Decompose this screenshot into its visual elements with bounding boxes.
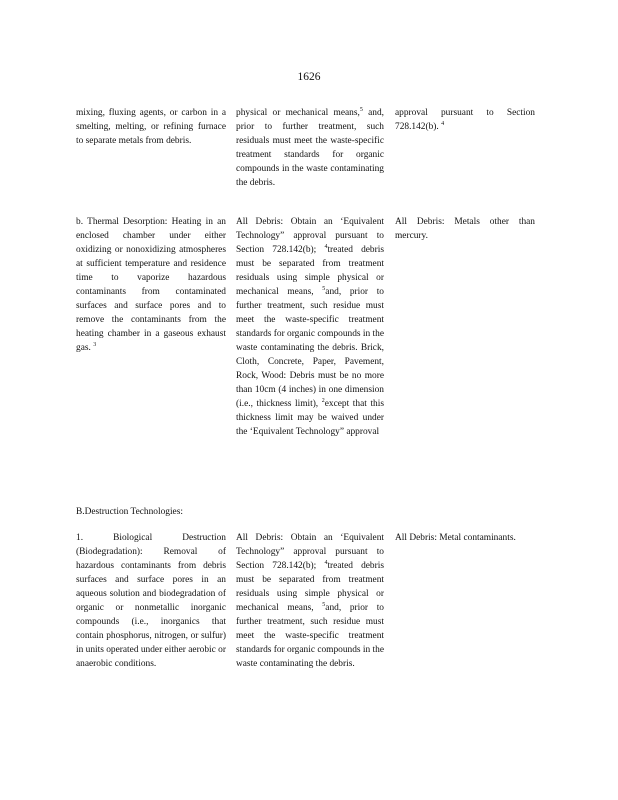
- biological-destruction-restriction-cell: All Debris: Metal contaminants.: [395, 533, 516, 543]
- footnote-ref: 5: [322, 601, 326, 608]
- thermal-desorption-technology-cell: [76, 215, 226, 355]
- row-top-restriction-cell: [395, 106, 535, 134]
- row-top-performance-cell: [236, 106, 384, 190]
- thermal-desorption-restriction-cell: All Debris: Metals other than mercury.: [395, 217, 535, 241]
- footnote-ref: 3: [93, 341, 97, 348]
- row-top-technology-cell: mixing, fluxing agents, or carbon in a smelting, melting, or refining furnace to separate metals from debris.: [76, 108, 226, 146]
- thermal-desorption-performance-text-a: All Debris: Obtain an ‘Equivalent Technology” approval pursuant to Section 728.142(b);: [236, 217, 384, 255]
- thermal-desorption-performance-text-b: treated debris must be separated from treatment residuals using simple physical or mechanical means,: [236, 245, 384, 297]
- thermal-desorption-performance-text-d: except that this thickness limit may be waived under the ‘Equivalent Technology” approval: [236, 399, 384, 437]
- page-number: 1626: [297, 71, 321, 83]
- footnote-ref: 5: [359, 106, 363, 113]
- thermal-desorption-description: b. Thermal Desorption: Heating in an enclosed chamber under either oxidizing or nonoxidizing atmospheres at sufficient temperature and residence time to vaporize hazardous contaminants from contaminated surfaces and surface pores and to remove the contaminants from the heating chamber in a gaseous exhaust gas.: [76, 217, 226, 353]
- biological-destruction-performance-cell: [236, 531, 384, 671]
- row-top-performance-text-b: and, prior to further treatment, such residuals must meet the waste-specific treatment standards for organic compounds in the waste contaminating the debris.: [236, 108, 384, 188]
- row-top-performance-text-a: physical or mechanical means,: [236, 108, 360, 118]
- footnote-ref: 4: [324, 559, 328, 566]
- thermal-desorption-performance-cell: [236, 215, 384, 439]
- footnote-ref: 4: [441, 120, 445, 127]
- row-top-restriction-text: approval pursuant to Section 728.142(b).: [395, 108, 535, 132]
- biological-destruction-technology-cell: 1. Biological Destruction (Biodegradation): Removal of hazardous contaminants from debris surfaces and surface pores in an aqueous solution and biodegradation of organic or nonmetallic inorganic compounds (i.e., inorganics that contain phosphorus, nitrogen, or sulfur) in units operated under either aerobic or anaerobic conditions.: [76, 533, 226, 669]
- footnote-ref: 4: [324, 243, 328, 250]
- biological-destruction-performance-text-c: and, prior to further treatment, such residue must meet the waste-specific treatment standards for organic compounds in the waste contaminating the debris.: [236, 603, 384, 669]
- biological-destruction-performance-text-b: treated debris must be separated from treatment residuals using simple physical or mechanical means,: [236, 561, 384, 613]
- section-heading-destruction-technologies: B.Destruction Technologies:: [76, 507, 183, 517]
- biological-destruction-performance-text-a: All Debris: Obtain an ‘Equivalent Technology” approval pursuant to Section 728.142(b);: [236, 533, 384, 571]
- footnote-ref: 5: [322, 285, 326, 292]
- footnote-ref: 2: [321, 397, 325, 404]
- thermal-desorption-performance-text-c: and, prior to further treatment, such residue must meet the waste-specific treatment standards for organic compounds in the waste contaminating the debris. Brick, Cloth, Concrete, Paper, Pavement, Rock, Wood: Debris must be no more than 10cm (4 inches) in one dimension (i.e., thickness limit),: [236, 287, 384, 409]
